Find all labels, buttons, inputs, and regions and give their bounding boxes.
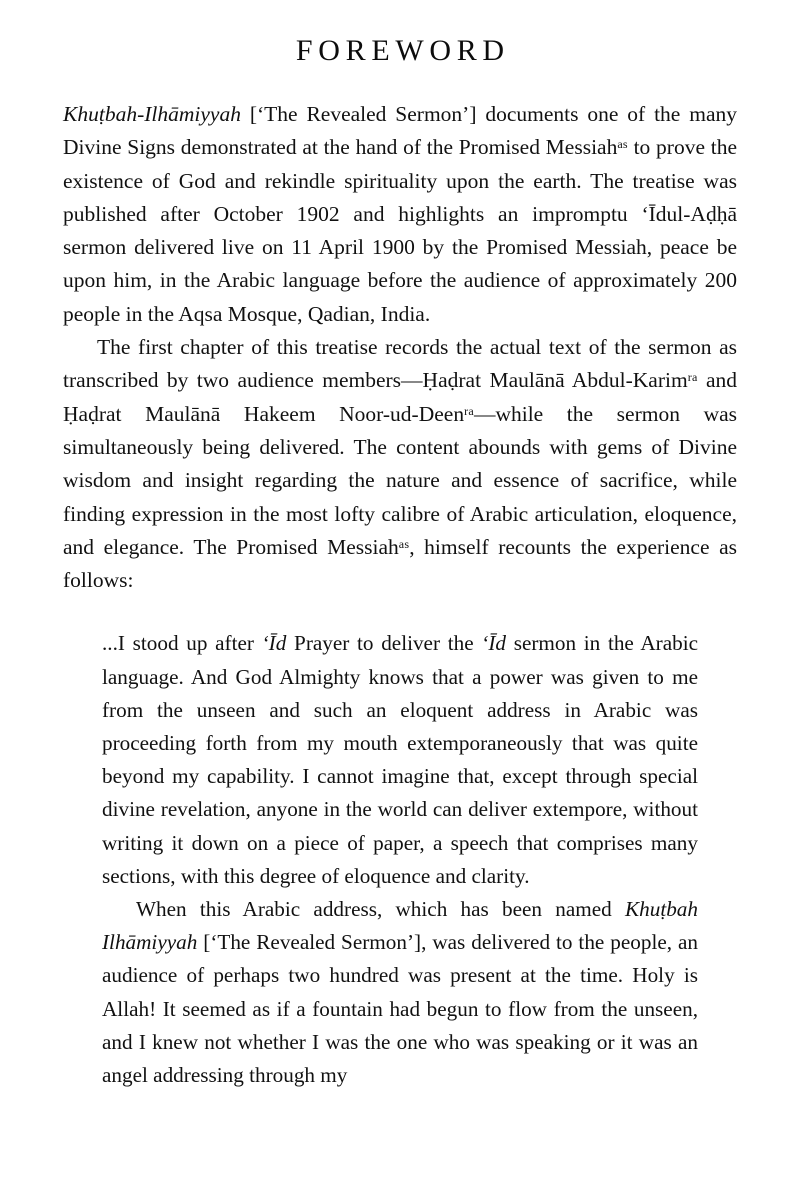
- quote-paragraph-1: ...I stood up after ‘Īd Prayer to deliver the ‘Īd sermon in the Arabic language. And God Almighty knows that a power was given to me from the unseen and such an eloquent address in Arabic was proceeding forth from my mouth extemporaneously that was quite beyond my capability. I cannot imagine that, except through special divine revelation, anyone in the world can deliver extempore, without writing it down on a piece of paper, a speech that comprises many sections, with this degree of eloquence and clarity.: [102, 631, 698, 888]
- honorific-superscript: as: [398, 536, 410, 551]
- italic-run: Khuṭbah Ilhāmiyyah: [102, 897, 698, 955]
- body-text-block: [63, 68, 737, 597]
- quote-paragraph-2: When this Arabic address, which has been named Khuṭbah Ilhāmiyyah [‘The Revealed Sermon’], was delivered to the people, an audience of perhaps two hundred was present at the time. Holy is Allah! It seemed as if a fountain had begun to flow from the unseen, and I knew not whether I was the one who was speaking or it was an angel addressing through my: [102, 897, 698, 1088]
- italic-run: ‘Īd: [481, 631, 507, 656]
- honorific-superscript: ra: [687, 370, 698, 385]
- honorific-superscript: as: [617, 137, 628, 152]
- block-quote: [102, 627, 698, 1092]
- honorific-superscript: ra: [464, 403, 474, 418]
- italic-run: Khuṭbah-Ilhāmiyyah: [63, 102, 241, 126]
- page-title: FOREWORD: [295, 34, 510, 67]
- paragraph-2: The first chapter of this treatise records the actual text of the sermon as transcribed by two audience members—Ḥaḍrat Maulānā Abdul-Karim$^{ra}$ and Ḥaḍrat Maulānā Hakeem Noor-ud-Deen$^{ra}$—while the sermon was simultaneously being delivered. The content abounds with gems of Divine wisdom and insight regarding the nature and essence of sacrifice, while finding expression in the most lofty calibre of Arabic articulation, eloquence, and elegance. The Promised Messiah$^{as}$, himself recounts the experience as follows:: [63, 335, 738, 593]
- paragraph-1: Khuṭbah-Ilhāmiyyah [‘The Revealed Sermon’] documents one of the many Divine Signs demonstrated at the hand of the Promised Messiah$^{as}$ to prove the existence of God and rekindle spirituality upon the earth. The treatise was published after October 1902 and highlights an impromptu ‘Īdul-Aḍḥā sermon delivered live on 11 April 1900 by the Promised Messiah, peace be upon him, in the Arabic language before the audience of approximately 200 people in the Aqsa Mosque, Qadian, India.: [63, 102, 737, 326]
- italic-run: ‘Īd: [261, 631, 287, 656]
